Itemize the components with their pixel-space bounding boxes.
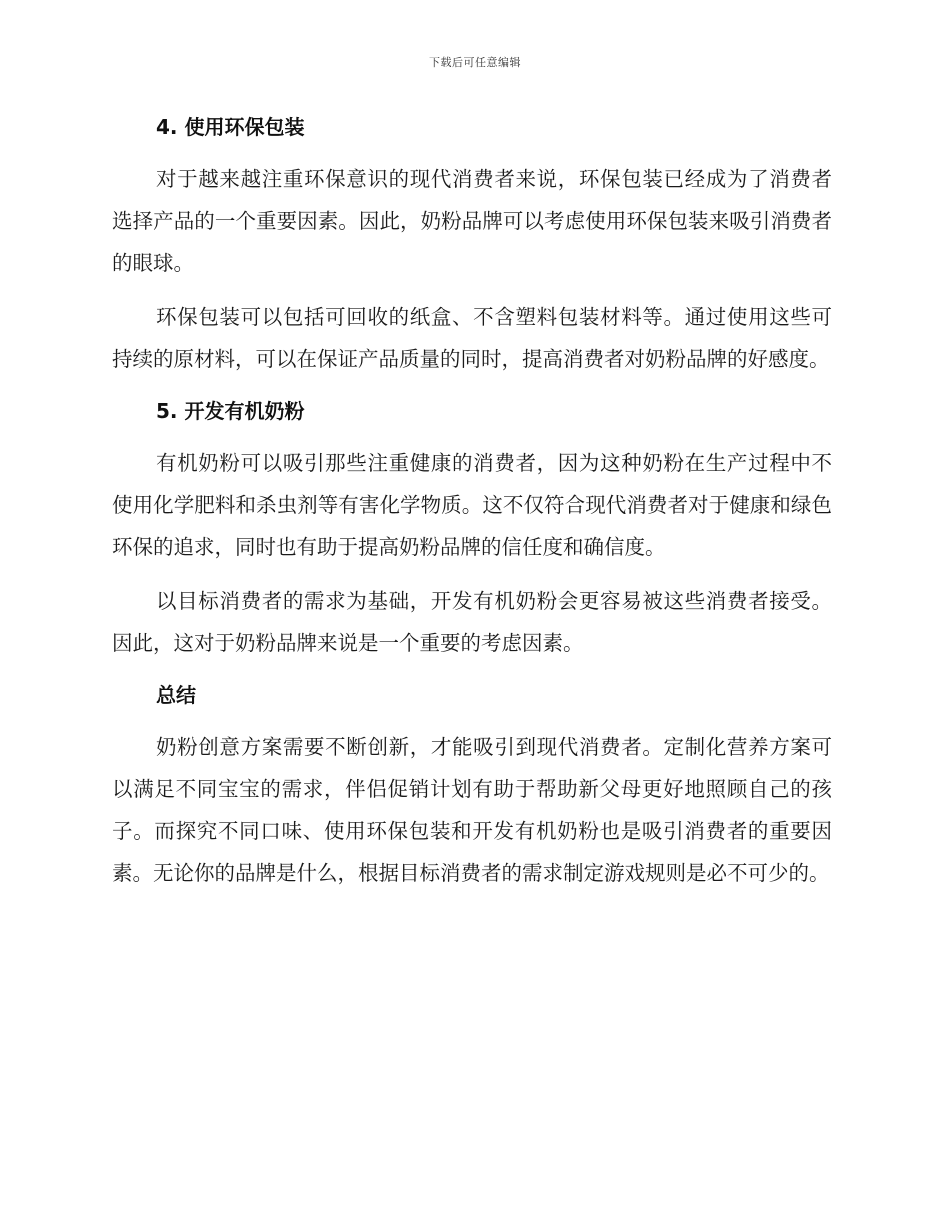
section-heading: 总结 [156,683,196,707]
page-header: 下载后可任意编辑 [429,56,521,69]
document-body [112,108,832,906]
section-organic-formula [112,392,832,664]
paragraph: 有机奶粉可以吸引那些注重健康的消费者，因为这种奶粉在生产过程中不使用化学肥料和杀虫剂等有害化学物质。这不仅符合现代消费者对于健康和绿色环保的追求，同时也有助于提高奶粉品牌的信任度和确信度。 [112,451,832,559]
paragraph: 环保包装可以包括可回收的纸盒、不含塑料包装材料等。通过使用这些可持续的原材料，可以在保证产品质量的同时，提高消费者对奶粉品牌的好感度。 [112,305,832,371]
section-eco-packaging [112,108,832,380]
paragraph: 以目标消费者的需求为基础，开发有机奶粉会更容易被这些消费者接受。因此，这对于奶粉品牌来说是一个重要的考虑因素。 [112,589,832,655]
section-heading: 4. 使用环保包装 [156,115,305,139]
paragraph: 对于越来越注重环保意识的现代消费者来说，环保包装已经成为了消费者选择产品的一个重要因素。因此，奶粉品牌可以考虑使用环保包装来吸引消费者的眼球。 [112,167,832,275]
section-heading: 5. 开发有机奶粉 [156,399,305,423]
section-summary [112,676,832,894]
paragraph: 奶粉创意方案需要不断创新，才能吸引到现代消费者。定制化营养方案可以满足不同宝宝的需求，伴侣促销计划有助于帮助新父母更好地照顾自己的孩子。而探究不同口味、使用环保包装和开发有机奶粉也是吸引消费者的重要因素。无论你的品牌是什么，根据目标消费者的需求制定游戏规则是必不可少的。 [112,735,832,885]
